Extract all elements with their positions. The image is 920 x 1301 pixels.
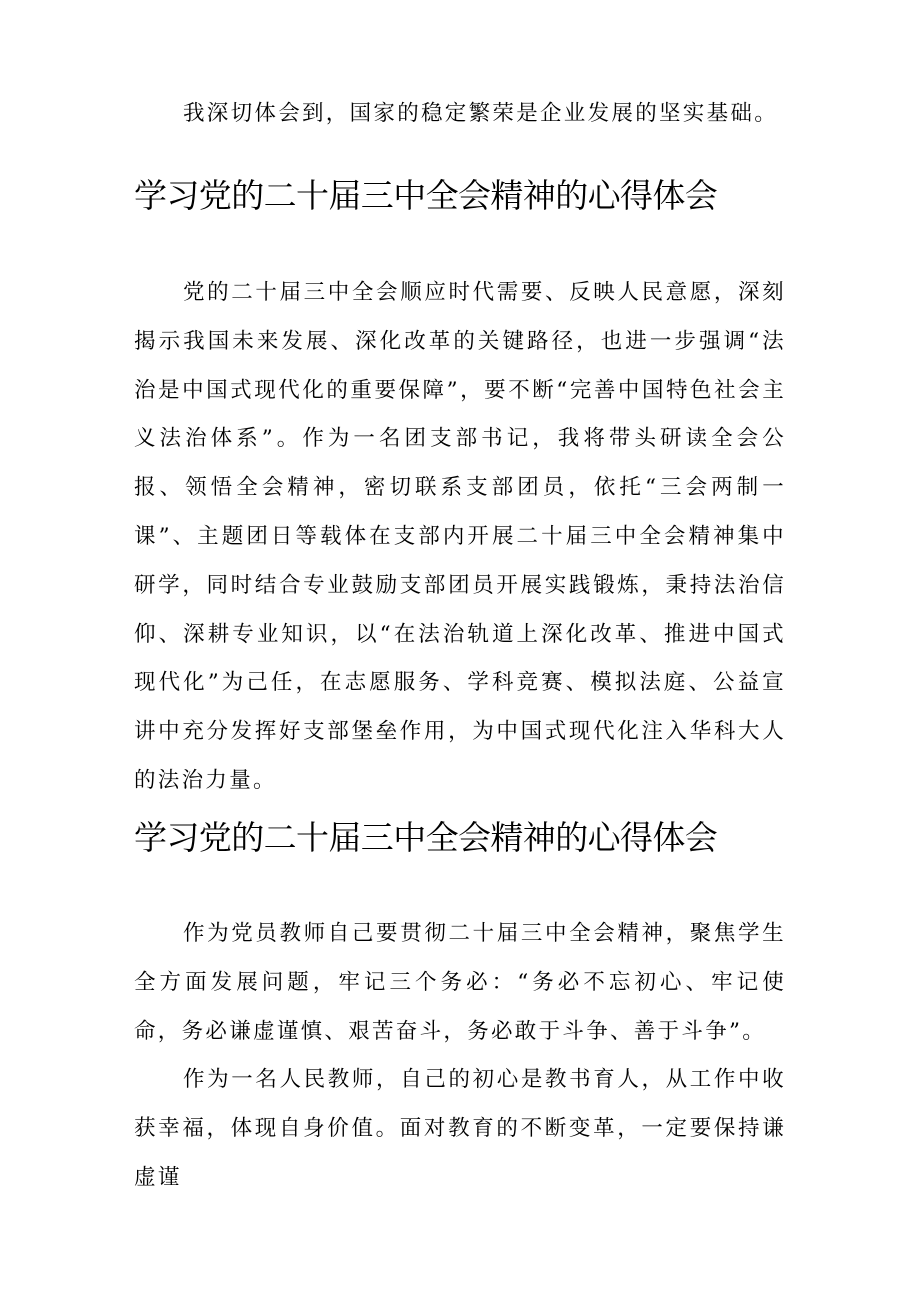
section-1-title: 学习党的二十届三中全会精神的心得体会 bbox=[134, 176, 718, 215]
intro-paragraph: 我深切体会到，国家的稳定繁荣是企业发展的坚实基础。 bbox=[183, 101, 779, 126]
section-2-title: 学习党的二十届三中全会精神的心得体会 bbox=[134, 818, 718, 857]
section-1-paragraph: 党的二十届三中全会顺应时代需要、反映人民意愿，深刻揭示我国未来发展、深化改革的关键路径，也进一步强调“法治是中国式现代化的重要保障”，要不断“完善中国特色社会主义法治体系”。作为一名团支部书记，我将带头研读全会公报、领悟全会精神，密切联系支部团员，依托“三会两制一课”、主题团日等载体在支部内开展二十届三中全会精神集中研学，同时结合专业鼓励支部团员开展实践锻炼，秉持法治信仰、深耕专业知识，以“在法治轨道上深化改革、推进中国式现代化”为己任，在志愿服务、学科竞赛、模拟法庭、公益宣讲中充分发挥好支部堡垒作用，为中国式现代化注入华科大人的法治力量。 bbox=[134, 280, 786, 793]
section-2-paragraph-2: 作为一名人民教师，自己的初心是教书育人，从工作中收获幸福，体现自身价值。面对教育的不断变革，一定要保持谦虚谨 bbox=[134, 1067, 786, 1190]
section-2-paragraph-1: 作为党员教师自己要贯彻二十届三中全会精神，聚焦学生全方面发展问题，牢记三个务必：“务必不忘初心、牢记使命，务必谦虚谨慎、艰苦奋斗，务必敢于斗争、善于斗争”。 bbox=[134, 921, 786, 1044]
